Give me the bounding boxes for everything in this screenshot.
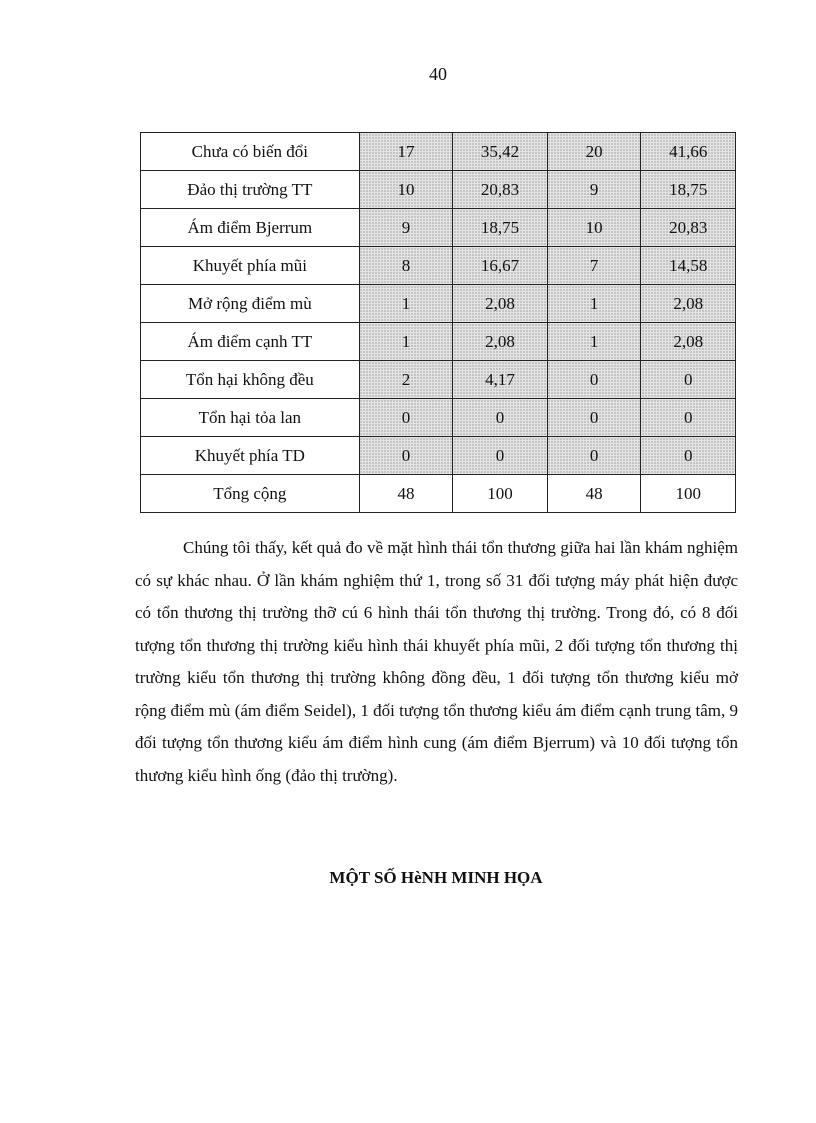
cell-percent-1: 35,42	[453, 133, 548, 171]
cell-percent-1: 20,83	[453, 171, 548, 209]
cell-count-1: 9	[359, 209, 453, 247]
cell-percent-2: 20,83	[641, 209, 736, 247]
total-percent-1: 100	[453, 475, 548, 513]
cell-count-1: 8	[359, 247, 453, 285]
cell-count-1: 1	[359, 285, 453, 323]
cell-percent-1: 18,75	[453, 209, 548, 247]
cell-count-1: 0	[359, 437, 453, 475]
cell-count-2: 10	[547, 209, 641, 247]
row-label: Ám điểm cạnh TT	[141, 323, 360, 361]
total-count-2: 48	[547, 475, 641, 513]
total-percent-2: 100	[641, 475, 736, 513]
cell-percent-1: 0	[453, 399, 548, 437]
results-table	[140, 132, 736, 513]
table-row	[141, 285, 736, 323]
cell-count-1: 1	[359, 323, 453, 361]
table-row	[141, 323, 736, 361]
cell-percent-1: 2,08	[453, 323, 548, 361]
cell-percent-1: 4,17	[453, 361, 548, 399]
cell-percent-1: 0	[453, 437, 548, 475]
cell-percent-2: 2,08	[641, 285, 736, 323]
table-row	[141, 209, 736, 247]
page-number: 40	[429, 64, 447, 84]
table-row	[141, 361, 736, 399]
cell-count-2: 1	[547, 285, 641, 323]
cell-count-2: 1	[547, 323, 641, 361]
cell-percent-2: 0	[641, 399, 736, 437]
cell-count-1: 10	[359, 171, 453, 209]
total-count-1: 48	[359, 475, 453, 513]
row-label: Mở rộng điểm mù	[141, 285, 360, 323]
cell-count-2: 9	[547, 171, 641, 209]
row-label: Tổn hại tỏa lan	[141, 399, 360, 437]
cell-percent-2: 18,75	[641, 171, 736, 209]
total-label: Tổng cộng	[141, 475, 360, 513]
cell-count-1: 2	[359, 361, 453, 399]
body-paragraph: Chúng tôi thấy, kết quả đo về mặt hình thái tổn thương giữa hai lần khám nghiệm có sự khác nhau. Ở lần khám nghiệm thứ 1, trong số 31 đối tượng máy phát hiện được có tổn thương thị trường thỡ cú 6 hình thái tổn thương thị trường. Trong đó, có 8 đối tượng tổn thương thị trường kiểu hình thái khuyết phía mũi, 2 đối tượng tổn thương thị trường kiểu tổn thương thị trường không đồng đều, 1 đối tượng tổn thương kiểu mở rộng điểm mù (ám điểm Seidel), 1 đối tượng tổn thương kiểu ám điểm cạnh trung tâm, 9 đối tượng tổn thương kiểu ám điểm hình cung (ám điểm Bjerrum) và 10 đối tượng tổn thương kiểu hình ống (đảo thị trường).	[135, 538, 738, 785]
cell-percent-2: 0	[641, 361, 736, 399]
row-label: Tổn hại không đều	[141, 361, 360, 399]
row-label: Khuyết phía TD	[141, 437, 360, 475]
row-label: Đảo thị trường TT	[141, 171, 360, 209]
cell-percent-1: 2,08	[453, 285, 548, 323]
cell-count-2: 7	[547, 247, 641, 285]
row-label: Khuyết phía mũi	[141, 247, 360, 285]
table-row	[141, 171, 736, 209]
section-heading: MỘT SỐ HèNH MINH HỌA	[329, 868, 543, 887]
cell-count-2: 0	[547, 361, 641, 399]
table-row	[141, 399, 736, 437]
cell-percent-2: 0	[641, 437, 736, 475]
row-label: Chưa có biến đổi	[141, 133, 360, 171]
cell-percent-1: 16,67	[453, 247, 548, 285]
table-total-row	[141, 475, 736, 513]
cell-count-2: 0	[547, 437, 641, 475]
table-row	[141, 247, 736, 285]
cell-percent-2: 41,66	[641, 133, 736, 171]
cell-count-2: 20	[547, 133, 641, 171]
cell-count-2: 0	[547, 399, 641, 437]
row-label: Ám điểm Bjerrum	[141, 209, 360, 247]
cell-percent-2: 14,58	[641, 247, 736, 285]
cell-percent-2: 2,08	[641, 323, 736, 361]
cell-count-1: 0	[359, 399, 453, 437]
cell-count-1: 17	[359, 133, 453, 171]
table-row	[141, 133, 736, 171]
table-row	[141, 437, 736, 475]
